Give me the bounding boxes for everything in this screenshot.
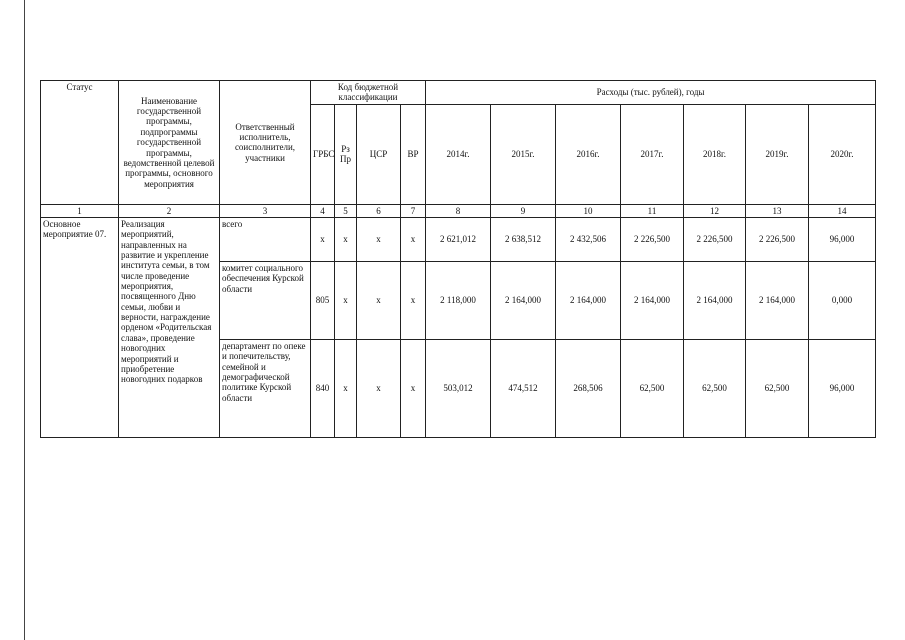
rz-pr-cell: x xyxy=(335,262,357,340)
csr-cell: x xyxy=(357,340,401,438)
value-cell: 2 164,000 xyxy=(746,262,809,340)
value-cell: 2 164,000 xyxy=(621,262,684,340)
vr-cell: x xyxy=(401,218,426,262)
header-rz-pr: Рз Пр xyxy=(335,104,357,204)
value-cell: 2 164,000 xyxy=(491,262,556,340)
header-year: 2016г. xyxy=(556,104,621,204)
budget-table xyxy=(40,80,876,438)
header-csr: ЦСР xyxy=(357,104,401,204)
index-cell: 2 xyxy=(119,204,220,217)
header-status: Статус xyxy=(41,81,119,205)
header-expenses: Расходы (тыс. рублей), годы xyxy=(426,81,876,105)
value-cell: 62,500 xyxy=(746,340,809,438)
name-cell: Реализация мероприятий, направленных на развитие и укрепление института семьи, в том числе проведение мероприятия, посвященного Дню семьи, любви и верности, награждение орденом «Родительская слава», проведение новогодних мероприятий и приобретение новогодних подарков xyxy=(119,218,220,438)
grbs-cell: 805 xyxy=(311,262,335,340)
header-name: Наименование государственной программы, подпрограммы государственной программы, ведомственной целевой программы, основного мероприятия xyxy=(119,81,220,205)
value-cell: 0,000 xyxy=(809,262,876,340)
index-cell: 14 xyxy=(809,204,876,217)
header-responsible: Ответственный исполнитель, соисполнители, участники xyxy=(220,81,311,205)
responsible-cell: департамент по опеке и попечительству, семейной и демографической политике Курской области xyxy=(220,340,311,438)
value-cell: 62,500 xyxy=(684,340,746,438)
index-cell: 13 xyxy=(746,204,809,217)
header-year: 2017г. xyxy=(621,104,684,204)
header-vr: ВР xyxy=(401,104,426,204)
csr-cell: x xyxy=(357,262,401,340)
value-cell: 2 226,500 xyxy=(684,218,746,262)
index-row xyxy=(41,204,876,217)
header-grbs: ГРБС xyxy=(311,104,335,204)
index-cell: 12 xyxy=(684,204,746,217)
vr-cell: x xyxy=(401,340,426,438)
value-cell: 2 118,000 xyxy=(426,262,491,340)
index-cell: 9 xyxy=(491,204,556,217)
csr-cell: x xyxy=(357,218,401,262)
value-cell: 503,012 xyxy=(426,340,491,438)
status-cell: Основное мероприятие 07. xyxy=(41,218,119,438)
page-edge-line xyxy=(24,0,25,640)
rz-pr-cell: x xyxy=(335,340,357,438)
table-row xyxy=(41,218,876,262)
index-cell: 5 xyxy=(335,204,357,217)
header-budget-code: Код бюджетной классификации xyxy=(311,81,426,105)
value-cell: 268,506 xyxy=(556,340,621,438)
header-year: 2015г. xyxy=(491,104,556,204)
value-cell: 2 226,500 xyxy=(621,218,684,262)
value-cell: 474,512 xyxy=(491,340,556,438)
index-cell: 3 xyxy=(220,204,311,217)
value-cell: 2 621,012 xyxy=(426,218,491,262)
index-cell: 6 xyxy=(357,204,401,217)
header-year: 2020г. xyxy=(809,104,876,204)
header-year: 2019г. xyxy=(746,104,809,204)
index-cell: 8 xyxy=(426,204,491,217)
responsible-cell: всего xyxy=(220,218,311,262)
grbs-cell: 840 xyxy=(311,340,335,438)
value-cell: 2 226,500 xyxy=(746,218,809,262)
header-year: 2014г. xyxy=(426,104,491,204)
index-cell: 4 xyxy=(311,204,335,217)
index-cell: 7 xyxy=(401,204,426,217)
index-cell: 11 xyxy=(621,204,684,217)
rz-pr-cell: x xyxy=(335,218,357,262)
value-cell: 2 432,506 xyxy=(556,218,621,262)
value-cell: 96,000 xyxy=(809,340,876,438)
value-cell: 62,500 xyxy=(621,340,684,438)
header-year: 2018г. xyxy=(684,104,746,204)
grbs-cell: x xyxy=(311,218,335,262)
value-cell: 96,000 xyxy=(809,218,876,262)
index-cell: 1 xyxy=(41,204,119,217)
vr-cell: x xyxy=(401,262,426,340)
index-cell: 10 xyxy=(556,204,621,217)
responsible-cell: комитет социального обеспечения Курской области xyxy=(220,262,311,340)
value-cell: 2 638,512 xyxy=(491,218,556,262)
value-cell: 2 164,000 xyxy=(684,262,746,340)
value-cell: 2 164,000 xyxy=(556,262,621,340)
